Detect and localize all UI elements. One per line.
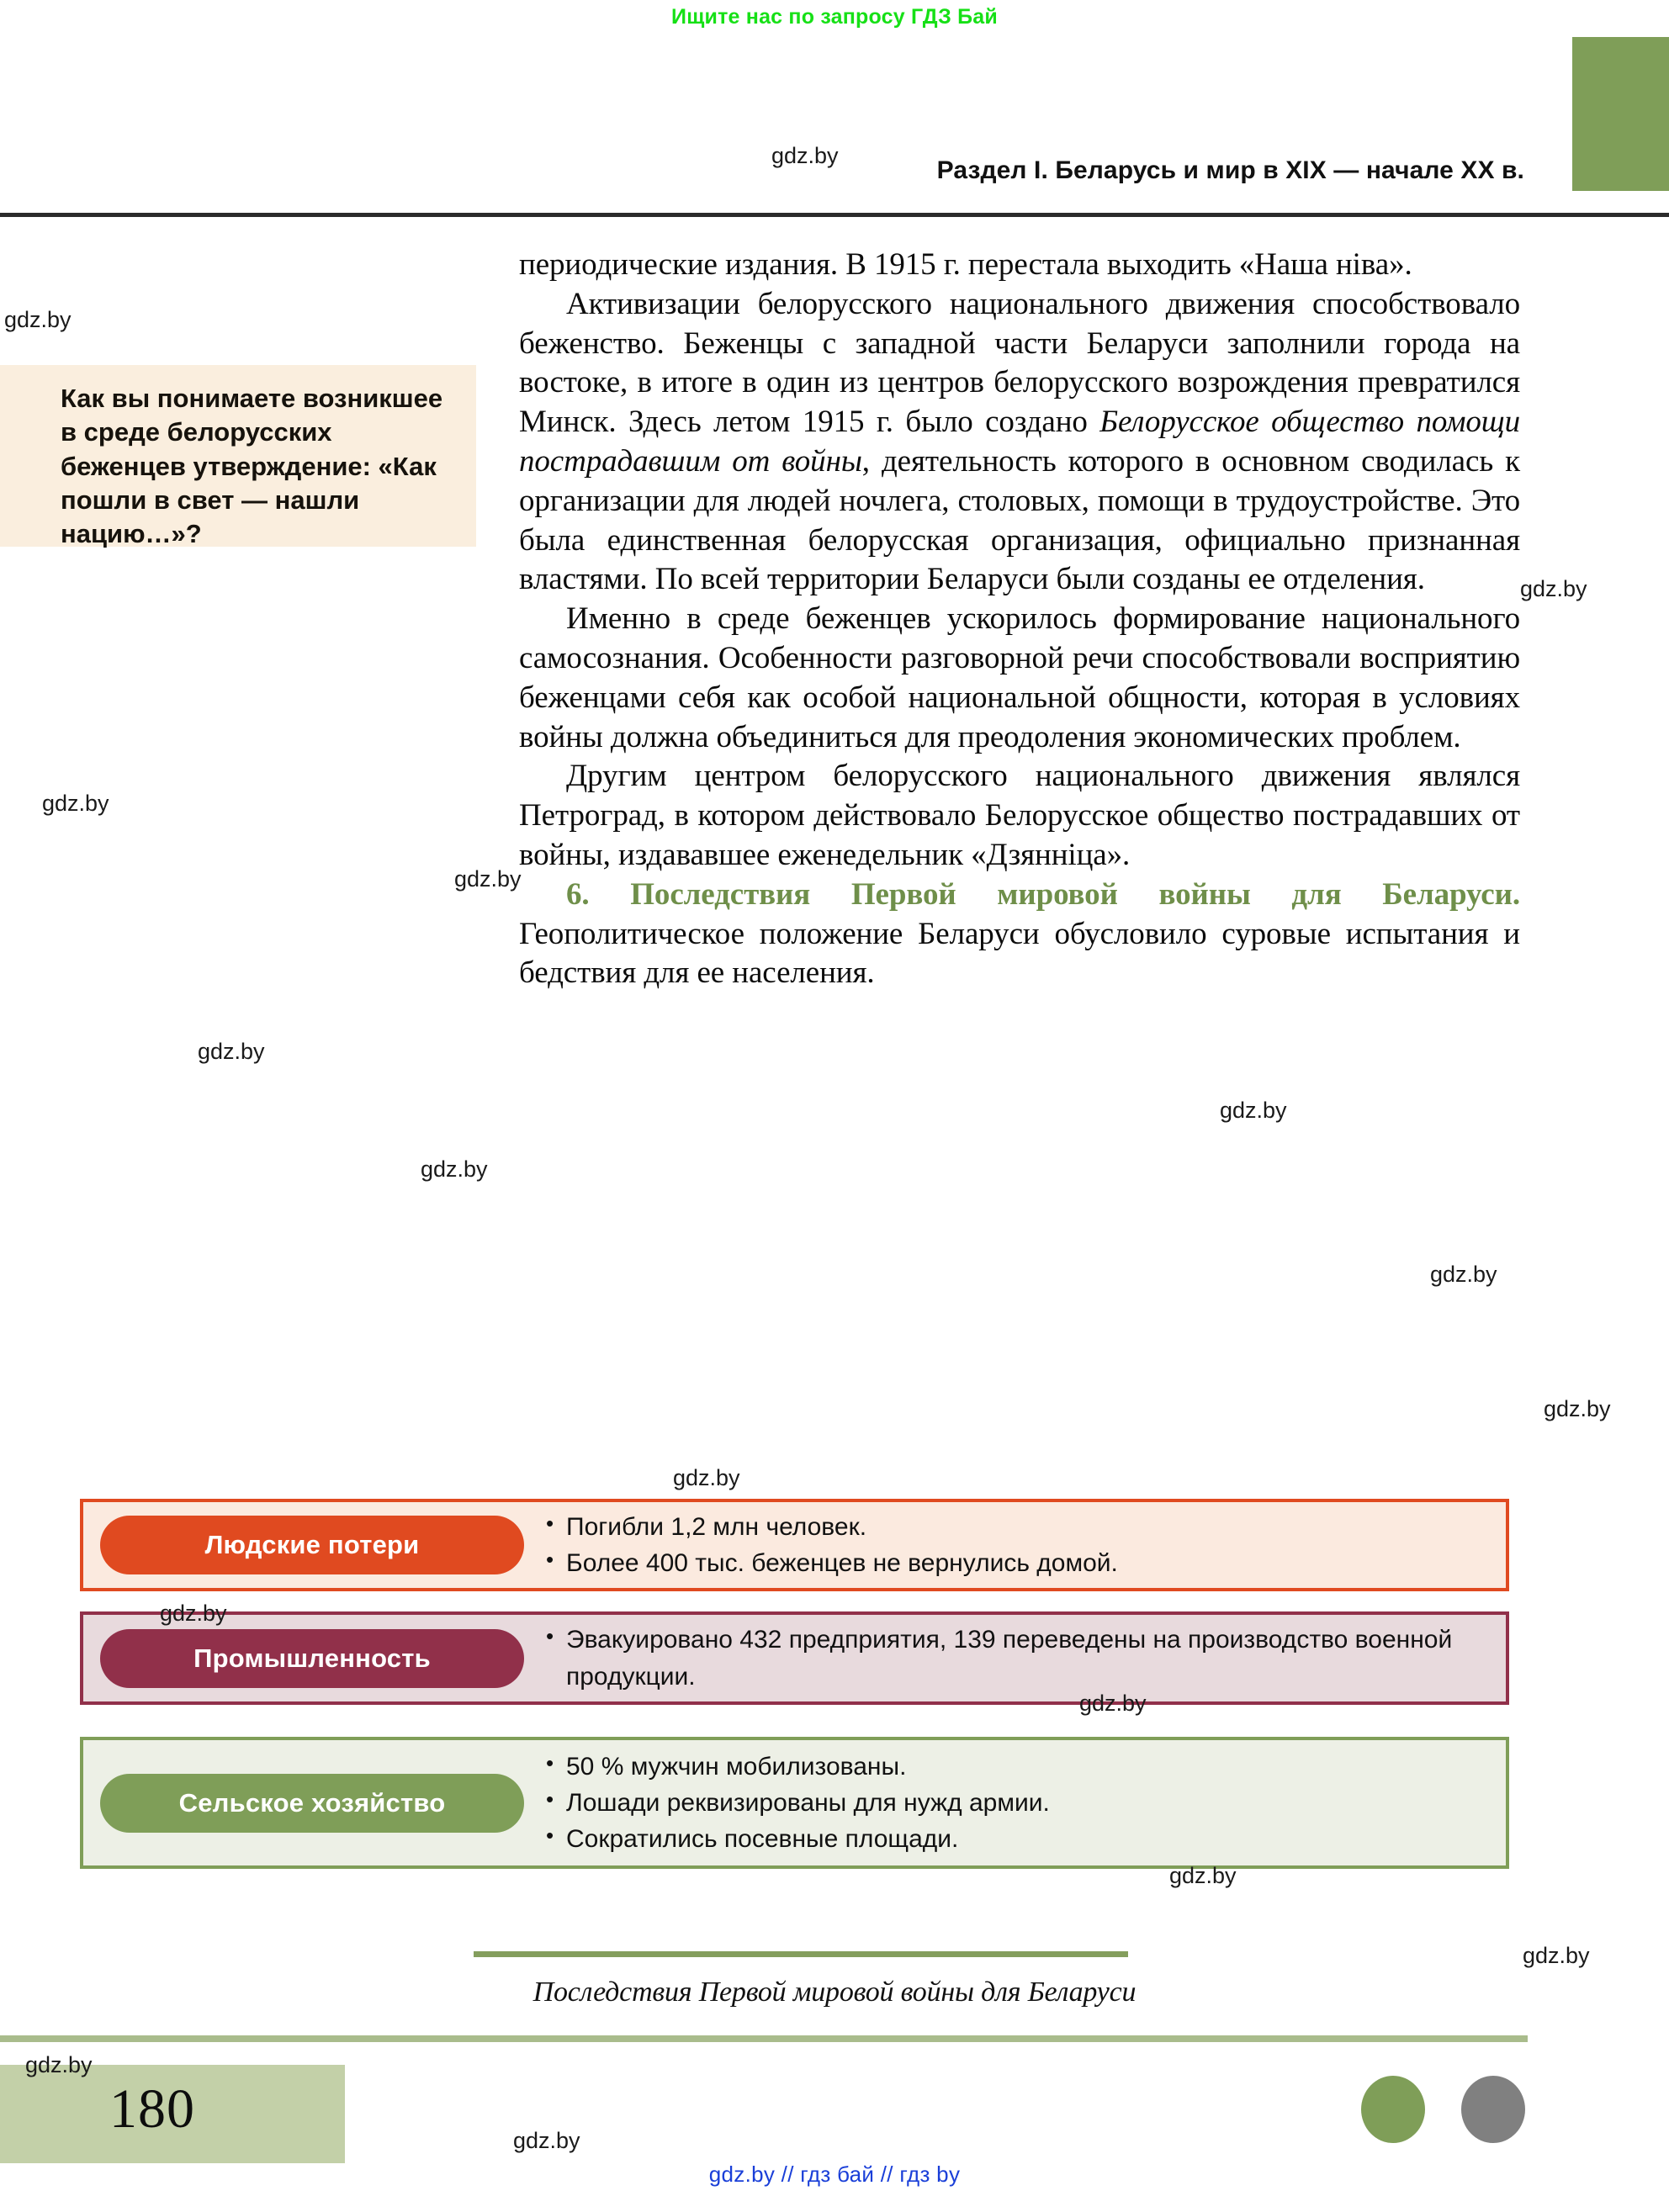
list-item: • 50 % мужчин мобилизованы. <box>544 1749 1491 1785</box>
page-number: 180 <box>109 2078 195 2140</box>
watermark: gdz.by <box>1220 1098 1287 1123</box>
watermark: gdz.by <box>198 1039 265 1064</box>
watermark: gdz.by <box>1520 576 1587 601</box>
watermark: gdz.by <box>42 791 109 816</box>
consequences-diagram <box>80 1499 1509 1889</box>
paragraph-1: периодические издания. В 1915 г. перестала выходить «Наша ніва». <box>519 247 1412 282</box>
consequence-list-industry <box>532 1622 1506 1694</box>
corner-tab-decoration <box>1572 37 1669 191</box>
consequence-label-industry: Промышленность <box>100 1629 524 1688</box>
section-heading-6: 6. Последствия Первой мировой войны для Беларуси. <box>566 876 1520 912</box>
paragraph-4: Другим центром белорусского национального движения являлся Петроград, в котором действовало Белорусское общество пострадавших от войны, издававшее еженедельник «Дзянніца». <box>519 759 1520 872</box>
paragraph-5 <box>519 876 1520 993</box>
paragraph-3: Именно в среде беженцев ускорилось формирование национального самосознания. Особенности разговорной речи способствовали восприятию беженцами себя как особой национальной общности, которая в условиях войны должна объединиться для преодоления экономических проблем. <box>519 601 1520 754</box>
watermark: gdz.by <box>4 307 72 332</box>
paragraph-5-rest: Геополитическое положение Беларуси обусловило суровые испытания и бедствия для ее населения. <box>519 916 1520 991</box>
watermark: gdz.by <box>1523 1943 1590 1968</box>
watermark: gdz.by <box>421 1156 488 1182</box>
paragraph-2-part-a: Активизации белорусского национального движения способствовало беженство. Беженцы с западной части Беларуси заполнили города на востоке, в итоге в один из центров белорусского возрождения превратился Минск. Здесь летом 1915 г. было создано <box>519 286 1520 440</box>
promo-banner: Ищите нас по запросу ГДЗ Бай <box>671 5 998 29</box>
list-item: • Погибли 1,2 млн человек. <box>544 1509 1491 1545</box>
gray-dot-decoration <box>1461 2076 1525 2143</box>
watermark: gdz.by <box>25 2052 93 2077</box>
running-head-title: Раздел I. Беларусь и мир в XIX — начале XX в. <box>936 156 1524 184</box>
header-divider <box>0 213 1669 217</box>
list-item: • Более 400 тыс. беженцев не вернулись домой. <box>544 1545 1491 1581</box>
footer-divider <box>0 2035 1528 2042</box>
consequence-row-human-losses <box>80 1499 1509 1591</box>
watermark: gdz.by <box>454 866 522 892</box>
list-item: • Лошади реквизированы для нужд армии. <box>544 1785 1491 1821</box>
paragraph-2 <box>519 285 1520 600</box>
consequence-label-human-losses: Людские потери <box>100 1516 524 1574</box>
consequence-list-agriculture <box>532 1749 1506 1858</box>
watermark: gdz.by <box>771 143 839 168</box>
caption-rule <box>474 1951 1128 1957</box>
side-note-text: Как вы понимаете возникшее в среде белорусских беженцев утверждение: «Как пошли в свет — нашли нацию…»? <box>61 384 443 549</box>
watermark: gdz.by <box>673 1465 740 1490</box>
watermark: gdz.by <box>1544 1396 1611 1421</box>
green-dot-decoration <box>1361 2076 1425 2143</box>
watermark: gdz.by <box>1430 1262 1497 1287</box>
list-item: • Эвакуировано 432 предприятия, 139 переведены на производство военной продукции. <box>544 1622 1491 1694</box>
watermark: gdz.by <box>160 1601 227 1626</box>
footer-link[interactable]: gdz.by // гдз бай // гдз by <box>708 2162 961 2187</box>
consequence-row-industry <box>80 1611 1509 1704</box>
watermark: gdz.by <box>513 2128 580 2153</box>
main-text-column <box>519 246 1520 993</box>
figure-caption: Последствия Первой мировой войны для Беларуси <box>532 1977 1137 2008</box>
consequence-row-agriculture <box>80 1737 1509 1870</box>
watermark: gdz.by <box>1169 1863 1237 1888</box>
list-item: • Сократились посевные площади. <box>544 1821 1491 1857</box>
consequence-list-human-losses <box>532 1509 1506 1581</box>
paragraph-2-part-b: , деятельность которого в основном сводилась к организации для людей ночлега, столовых, помощи в трудоустройстве. Это была единственная белорусская организация, официально признанная властями. По всей территории Беларуси были созданы ее отделения. <box>519 443 1520 597</box>
consequence-label-agriculture: Сельское хозяйство <box>100 1774 524 1833</box>
organization-name-emphasis: Белорусское общество помощи пострадавшим от войны <box>519 405 1520 479</box>
watermark: gdz.by <box>1079 1691 1147 1716</box>
side-note-box <box>0 365 476 547</box>
